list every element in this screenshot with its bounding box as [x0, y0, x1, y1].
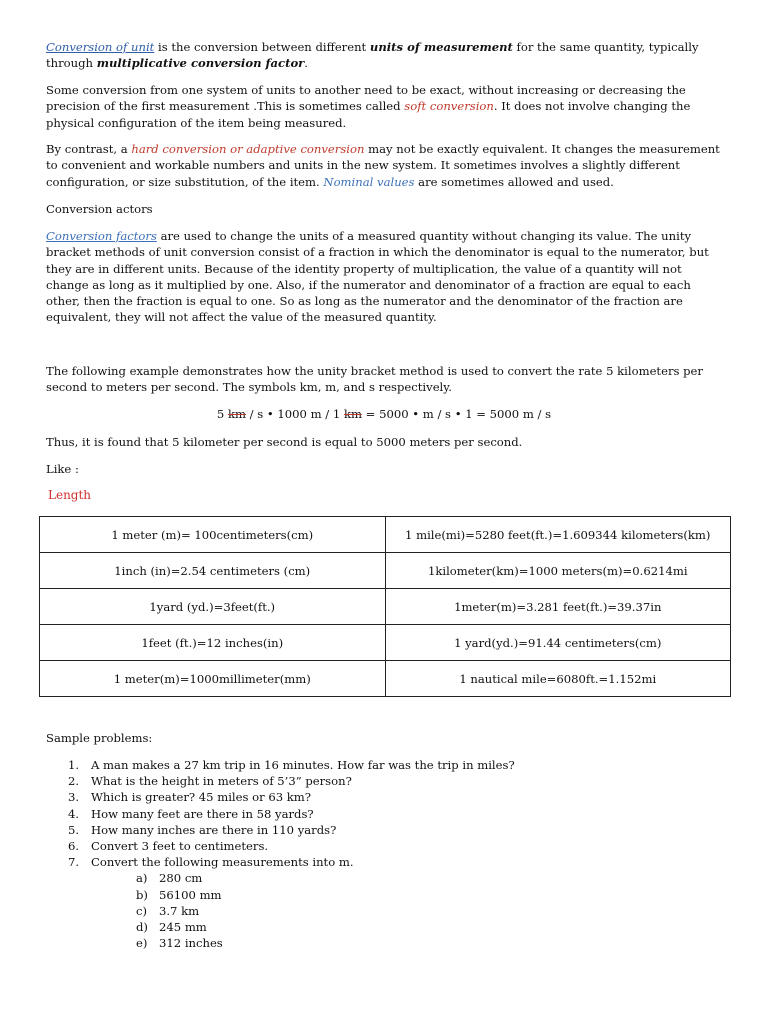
intro-text-3: . [304, 56, 308, 71]
list-item [46, 822, 646, 838]
list-item [114, 887, 646, 903]
table-cell: 1 mile(mi)=5280 feet(ft.)=1.609344 kilometers(km) [385, 517, 731, 553]
problem-text: Convert 3 feet to centimeters. [91, 839, 269, 854]
table-cell: 1 meter(m)=1000millimeter(mm) [40, 661, 386, 697]
intro-text-1: is the conversion between different [154, 40, 370, 54]
table-cell: 1meter(m)=3.281 feet(ft.)=39.37in [385, 589, 731, 625]
length-label: Length [48, 488, 92, 502]
list-item [46, 773, 646, 789]
table-cell: 1feet (ft.)=12 inches(in) [40, 625, 386, 661]
list-item [46, 838, 646, 854]
conversion-factors-paragraph [46, 228, 722, 326]
list-letter: a) [136, 871, 148, 886]
table-row [40, 625, 731, 661]
conversion-actors-heading: Conversion actors [46, 202, 153, 216]
length-conversion-table [39, 516, 731, 697]
list-item [114, 935, 646, 951]
equation-cancelled-km-1: km [227, 407, 246, 421]
list-item [114, 919, 646, 935]
list-letter: c) [136, 903, 148, 918]
conversion-factor-term: multiplicative conversion factor [96, 56, 305, 71]
problem-text: Convert the following measurements into m. [91, 855, 354, 870]
list-letter: d) [136, 920, 148, 935]
table-row [40, 589, 731, 625]
problem-text: A man makes a 27 km trip in 16 minutes. How far was the trip in miles? [91, 758, 515, 772]
list-number: 1. [68, 758, 80, 772]
list-item [46, 854, 646, 951]
list-number: 6. [68, 839, 80, 854]
equation-cancelled-km-2: km [343, 407, 362, 421]
table-cell: 1 yard(yd.)=91.44 centimeters(cm) [385, 625, 731, 661]
list-item [46, 789, 646, 805]
hard-text-2: may not be exactly equivalent. It changes the measurement to convenient and workable numbers and units in the new system. It sometimes involves a slightly different configuration, or size substitution, of the item. [46, 142, 720, 189]
problem-text: How many feet are there in 58 yards? [91, 806, 314, 821]
list-item [114, 870, 646, 886]
list-letter: b) [136, 887, 148, 902]
conversion-factors-link[interactable]: Conversion factors [46, 229, 157, 243]
list-number: 4. [68, 806, 80, 821]
sub-problem-text: 245 mm [159, 920, 207, 935]
problem-text: Which is greater? 45 miles or 63 km? [91, 790, 312, 805]
hard-text-3: are sometimes allowed and used. [414, 174, 614, 189]
sample-problems-heading: Sample problems: [46, 731, 153, 745]
problem-text: How many inches are there in 110 yards? [91, 822, 337, 837]
conversion-of-unit-link[interactable]: Conversion of unit [46, 40, 155, 54]
list-number: 7. [68, 855, 80, 870]
equation [46, 406, 722, 422]
table-row [40, 661, 731, 697]
list-item [46, 806, 646, 822]
sub-problem-text: 280 cm [159, 871, 203, 886]
list-number: 3. [68, 790, 80, 805]
hard-text-1: By contrast, a [46, 142, 132, 156]
hard-conversion-paragraph [46, 141, 722, 190]
like-label: Like : [46, 462, 79, 476]
intro-paragraph [46, 39, 722, 72]
table-cell: 1 meter (m)= 100centimeters(cm) [40, 517, 386, 553]
table-cell: 1yard (yd.)=3feet(ft.) [40, 589, 386, 625]
equation-part-1: 5 [216, 407, 228, 421]
equation-part-2: / s • 1000 m / 1 [245, 407, 344, 421]
soft-text-1: Some conversion from one system of units to another need to be exact, without increasing or decreasing the precision of the first measurement .This is sometimes called [46, 83, 686, 114]
sub-problem-text: 312 inches [159, 936, 223, 951]
problem-text: What is the height in meters of 5’3” person? [91, 774, 352, 789]
units-of-measurement-term: units of measurement [369, 40, 513, 54]
list-item [46, 757, 646, 773]
example-paragraph: The following example demonstrates how the unity bracket method is used to convert the rate 5 kilometers per second to meters per second. The symbols km, m, and s respectively. [46, 364, 703, 395]
hard-conversion-term: hard conversion or adaptive conversion [131, 142, 365, 156]
table-row [40, 553, 731, 589]
table-cell: 1kilometer(km)=1000 meters(m)=0.6214mi [385, 553, 731, 589]
list-item [114, 903, 646, 919]
soft-text-2: . It does not involve changing the physical configuration of the item being measured. [46, 99, 691, 130]
table-cell: 1 nautical mile=6080ft.=1.152mi [385, 661, 731, 697]
intro-text-2: for the same quantity, typically through [46, 40, 699, 71]
table-cell: 1inch (in)=2.54 centimeters (cm) [40, 553, 386, 589]
sample-problems-list [46, 757, 646, 951]
factors-text: are used to change the units of a measured quantity without changing its value. The unity bracket methods of unit conversion consist of a fraction in which the denominator is equal to the numerator, but they are in different units. Because of the identity property of multiplication, the value of a quantity will not change as long as it multiplied by one. Also, if the numerator and denominator of a fraction are equal to each other, then the fraction is equal to one. So as long as the numerator and the denominator of the fraction are equivalent, they will not affect the value of the measured quantity. [46, 229, 709, 325]
equation-part-3: = 5000 • m / s • 1 = 5000 m / s [361, 407, 552, 421]
conclusion-paragraph: Thus, it is found that 5 kilometer per second is equal to 5000 meters per second. [46, 435, 523, 449]
soft-conversion-term: soft conversion [404, 99, 494, 114]
sub-problem-text: 3.7 km [159, 903, 200, 918]
nominal-values-term: Nominal values [323, 174, 415, 189]
list-number: 5. [68, 822, 80, 837]
sub-problem-text: 56100 mm [159, 887, 222, 902]
list-letter: e) [136, 936, 148, 951]
sub-problem-list [91, 870, 646, 951]
soft-conversion-paragraph [46, 82, 722, 131]
table-row [40, 517, 731, 553]
list-number: 2. [68, 774, 80, 789]
